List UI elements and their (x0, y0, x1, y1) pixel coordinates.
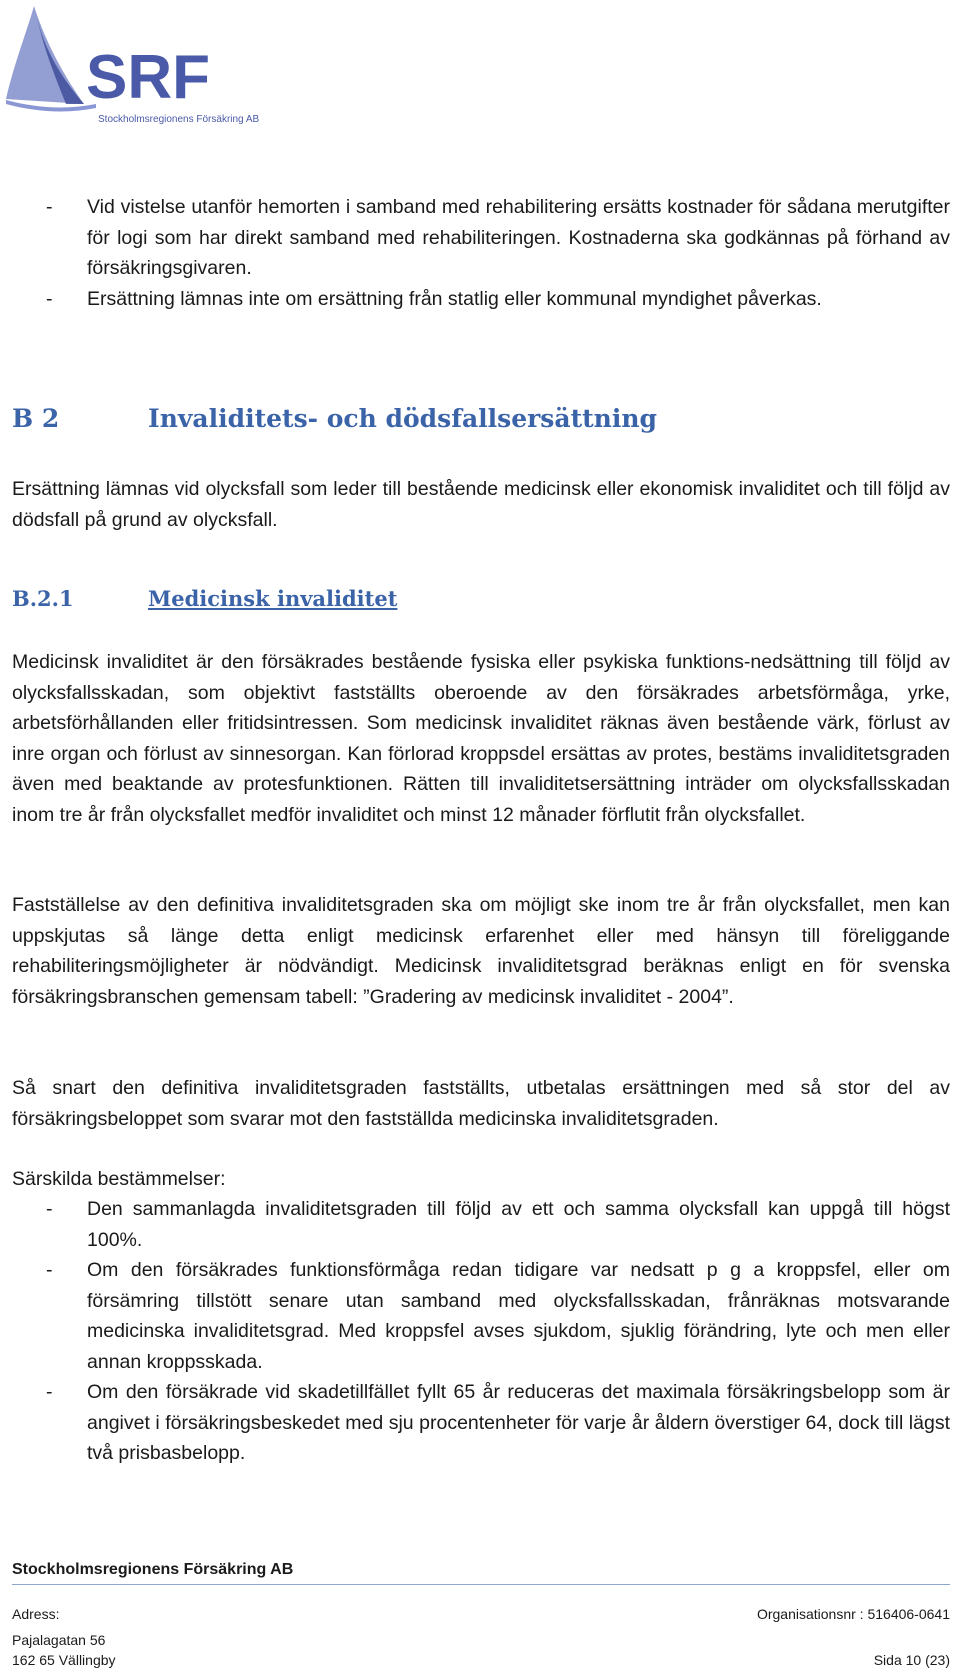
section-b2-number: B 2 (12, 404, 60, 433)
bullet-dash: - (46, 1198, 53, 1220)
body-paragraph: Så snart den definitiva invaliditetsgraden fastställts, utbetalas ersättningen med så stor del av försäkringsbeloppet som svarar mot den fastställda medicinska invaliditetsgraden. (12, 1077, 950, 1130)
list-item (12, 284, 950, 315)
list-item (12, 1377, 950, 1469)
section-b21-title: Medicinsk invaliditet (148, 586, 398, 611)
bullet-dash: - (46, 196, 53, 218)
footer-org-number: Organisationsnr : 516406-0641 (756, 1606, 950, 1622)
special-provisions-list (12, 1194, 950, 1469)
intro-list-block (12, 192, 950, 314)
special-provisions-block (12, 1194, 950, 1469)
section-b2-paragraph: Ersättning lämnas vid olycksfall som leder till bestående medicinsk eller ekonomisk invaliditet och till följd av dödsfall på grund av olycksfall. (12, 478, 950, 531)
body-paragraph: Medicinsk invaliditet är den försäkrades bestående fysiska eller psykiska funktions-nedsättning till följd av olycksfallsskadan, som objektivt fastställts oberoende av den försäkrades arbetsförmåga, yrke, arbetsförhållanden eller fritidsintressen. Som medicinsk invaliditet räknas även bestående värk, förlust av inre organ och förlust av sinnesorgan. Kan förlorad kroppsdel ersättas av protes, bestäms invaliditetsgraden även med beaktande av protesfunktionen. Rätten till invaliditetsersättning inträder om olycksfallsskadan inom tre år från olycksfallet medför invaliditet och minst 12 månader förflutit från olycksfallet. (12, 651, 950, 826)
list-item-text: Om den försäkrade vid skadetillfället fyllt 65 år reduceras det maximala försäkringsbelopp som är angivet i försäkringsbeskedet med sju procentenheter för varje år åldern överstiger 64, dock till lägst två prisbasbelopp. (87, 1381, 950, 1464)
body-paragraph: Fastställelse av den definitiva invaliditetsgraden ska om möjligt ske inom tre år från olycksfallet, men kan uppskjutas så länge detta enligt medicinsk erfarenhet eller med hänsyn till föreliggande rehabiliteringsmöjligheter är nödvändigt. Medicinsk invaliditetsgrad beräknas enligt en för svenska försäkringsbranschen gemensam tabell: ”Gradering av medicinsk invaliditet - 2004”. (12, 894, 950, 1008)
list-item (12, 1255, 950, 1377)
list-item-text: Vid vistelse utanför hemorten i samband med rehabilitering ersätts kostnader för sådana merutgifter för logi som har direkt samband med rehabiliteringen. Kostnaderna ska godkännas på förhand av försäkringsgivaren. (87, 196, 950, 279)
logo-tagline: Stockholmsregionens Försäkring AB (98, 114, 260, 125)
footer-address (12, 1604, 116, 1670)
list-item-text: Ersättning lämnas inte om ersättning från statlig eller kommunal myndighet påverkas. (87, 287, 822, 310)
company-logo (6, 4, 260, 125)
section-b2-title: Invaliditets- och dödsfallsersättning (148, 404, 658, 433)
list-item-text: Den sammanlagda invaliditetsgraden till följd av ett och samma olycksfall kan uppgå till högst 100%. (87, 1198, 950, 1251)
special-provisions-label: Särskilda bestämmelser: (12, 1168, 226, 1190)
footer-city: 162 65 Vällingby (12, 1652, 116, 1668)
logo-wordmark: SRF (86, 43, 210, 112)
footer-divider (12, 1584, 950, 1585)
footer-address-label: Adress: (12, 1606, 60, 1622)
list-item (12, 1194, 950, 1255)
list-item (12, 192, 950, 284)
bullet-dash: - (46, 287, 53, 310)
intro-list (12, 192, 950, 314)
bullet-dash: - (46, 1259, 53, 1281)
srf-logo-graphic (6, 4, 256, 114)
footer-street: Pajalagatan 56 (12, 1632, 106, 1648)
list-item-text: Om den försäkrades funktionsförmåga redan tidigare var nedsatt p g a kroppsfel, eller om försämring tillstött senare utan samband med olycksfallsskadan, frånräknas motsvarande medicinska invaliditetsgrad. Med kroppsfel avses sjukdom, sjuklig förändring, lyte och men eller annan kroppsskada. (87, 1259, 950, 1373)
section-b21-number: B.2.1 (12, 586, 74, 611)
footer-page-number: Sida 10 (23) (873, 1652, 950, 1668)
footer-company-name: Stockholmsregionens Försäkring AB (12, 1561, 294, 1578)
bullet-dash: - (46, 1381, 53, 1403)
